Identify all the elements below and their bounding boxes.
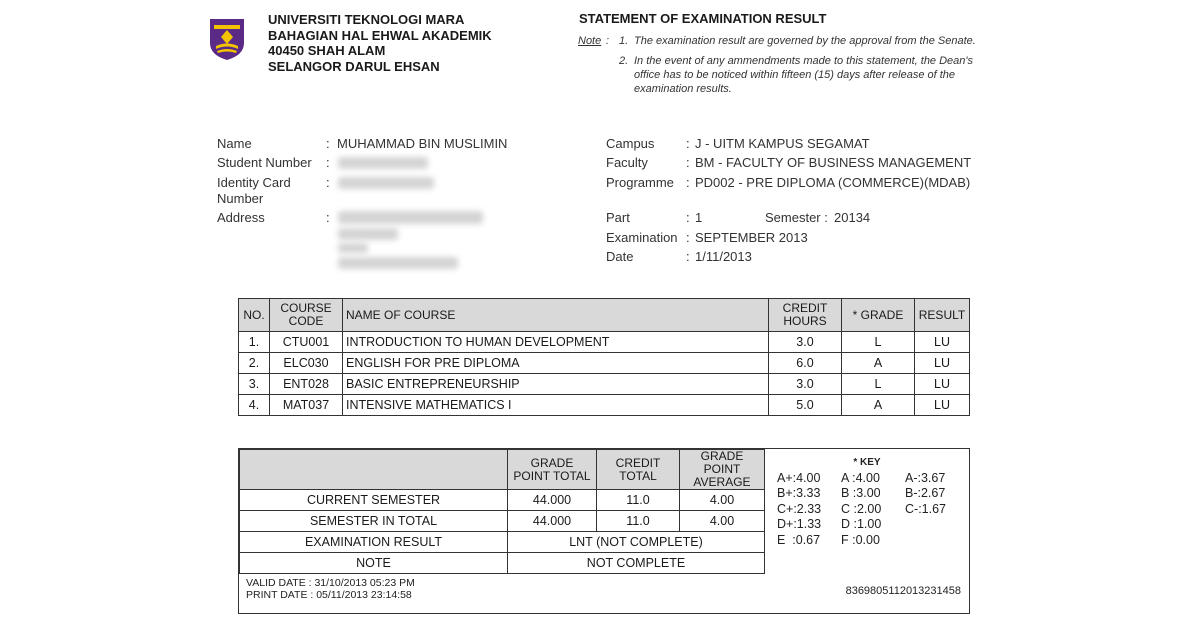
note-number: 2. — [619, 55, 629, 67]
print-date: PRINT DATE : 05/11/2013 23:14:58 — [246, 589, 412, 601]
credit-hours: 5.0 — [769, 395, 842, 416]
grade: A — [842, 353, 915, 374]
result: LU — [915, 353, 970, 374]
grade-key — [777, 455, 957, 548]
course-no: 2. — [239, 353, 270, 374]
table-row — [239, 395, 970, 416]
key-entry: D+:1.33 — [777, 517, 822, 531]
name-value: MUHAMMAD BIN MUSLIMIN — [337, 136, 508, 151]
institution-line: UNIVERSITI TEKNOLOGI MARA — [268, 12, 465, 27]
row-label: SEMESTER IN TOTAL — [240, 511, 508, 532]
course-header-row — [239, 299, 970, 332]
course-name: INTENSIVE MATHEMATICS I — [343, 395, 769, 416]
course-code: CTU001 — [270, 332, 343, 353]
key-entry: D :1.00 — [841, 517, 882, 531]
course-no: 3. — [239, 374, 270, 395]
result: LU — [915, 374, 970, 395]
key-title: * KEY — [853, 457, 881, 468]
key-entry: E :0.67 — [777, 532, 821, 547]
colon: : — [326, 210, 330, 225]
result: LU — [915, 395, 970, 416]
grade-point-average: 4.00 — [680, 490, 765, 511]
grade: L — [842, 374, 915, 395]
programme-label: Programme — [606, 175, 674, 190]
key-entry: C-:1.67 — [905, 501, 946, 516]
course-no: 1. — [239, 332, 270, 353]
part-label: Part — [606, 210, 630, 225]
key-row — [777, 471, 957, 487]
grade-point-total: 44.000 — [508, 511, 597, 532]
colon: : — [326, 136, 330, 151]
colon: : — [686, 210, 690, 225]
key-entry: A :4.00 — [841, 470, 880, 485]
table-row — [240, 511, 765, 532]
course-code: ELC030 — [270, 353, 343, 374]
serial-number: 8369805112013231458 — [845, 585, 961, 597]
course-no: 4. — [239, 395, 270, 416]
course-table — [238, 298, 970, 416]
col-header: * GRADE — [842, 299, 915, 332]
part-value: 1 — [695, 210, 703, 225]
colon: : — [686, 230, 690, 245]
col-header: GRADE POINT TOTAL — [508, 450, 597, 490]
summary-table — [239, 449, 765, 574]
grade-point-total: 44.000 — [508, 490, 597, 511]
student-info — [0, 0, 1200, 300]
table-row — [239, 332, 970, 353]
col-header: CREDIT TOTAL — [597, 450, 680, 490]
colon: : — [686, 175, 690, 190]
redacted-address — [338, 228, 398, 240]
redacted-address — [338, 257, 458, 269]
campus-label: Campus — [606, 136, 655, 151]
table-row — [240, 553, 765, 574]
name-label: Name — [217, 136, 252, 151]
key-entry: A-:3.67 — [905, 470, 946, 485]
date-footer — [246, 577, 415, 601]
redacted-ic — [338, 177, 434, 189]
credit-hours: 6.0 — [769, 353, 842, 374]
credit-total: 11.0 — [597, 511, 680, 532]
col-header: NAME OF COURSE — [343, 299, 769, 332]
exam-result-value: LNT (NOT COMPLETE) — [508, 532, 765, 553]
faculty-value: BM - FACULTY OF BUSINESS MANAGEMENT — [695, 155, 972, 170]
date-label: Date — [606, 249, 634, 264]
key-row — [777, 486, 957, 502]
campus-value: J - UITM KAMPUS SEGAMAT — [695, 136, 870, 151]
grade-point-average: 4.00 — [680, 511, 765, 532]
semester-value: 20134 — [834, 210, 871, 225]
faculty-label: Faculty — [606, 155, 648, 170]
key-entry: B :3.00 — [841, 486, 881, 500]
key-row — [777, 502, 957, 518]
colon: : — [686, 249, 690, 264]
key-row — [777, 517, 957, 533]
note-number: 1. — [619, 35, 629, 47]
col-header: RESULT — [915, 299, 970, 332]
colon: : — [686, 136, 690, 151]
result: LU — [915, 332, 970, 353]
colon: : — [326, 155, 330, 170]
grade: L — [842, 332, 915, 353]
key-entry: C :2.00 — [841, 501, 882, 516]
colon: : — [326, 175, 330, 190]
colon: : — [686, 155, 690, 170]
key-entry: B-:2.67 — [905, 486, 946, 500]
examination-label: Examination — [606, 230, 678, 245]
credit-hours: 3.0 — [769, 374, 842, 395]
semester-label: Semester : — [765, 210, 828, 225]
student-number-label: Student Number — [217, 155, 312, 170]
note-value: NOT COMPLETE — [508, 553, 765, 574]
redacted-student-number — [338, 157, 428, 169]
examination-value: SEPTEMBER 2013 — [695, 230, 808, 245]
key-row — [777, 533, 957, 549]
statement-title: STATEMENT OF EXAMINATION RESULT — [579, 11, 827, 26]
key-entry: A+:4.00 — [777, 470, 821, 485]
col-header: GRADE POINT AVERAGE — [680, 450, 765, 490]
table-row — [239, 374, 970, 395]
key-entry: B+:3.33 — [777, 486, 821, 500]
summary-header-row — [240, 450, 765, 490]
institution-line: 40450 SHAH ALAM — [268, 43, 386, 58]
redacted-address — [338, 211, 483, 224]
key-entry: F :0.00 — [841, 532, 880, 547]
table-row — [240, 490, 765, 511]
col-header: NO. — [239, 299, 270, 332]
col-header: COURSE CODE — [270, 299, 343, 332]
row-label: NOTE — [240, 553, 508, 574]
course-name: INTRODUCTION TO HUMAN DEVELOPMENT — [343, 332, 769, 353]
row-label: EXAMINATION RESULT — [240, 532, 508, 553]
address-label: Address — [217, 210, 265, 225]
credit-hours: 3.0 — [769, 332, 842, 353]
course-name: BASIC ENTREPRENEURSHIP — [343, 374, 769, 395]
note-label: Note — [578, 35, 602, 47]
programme-value: PD002 - PRE DIPLOMA (COMMERCE)(MDAB) — [695, 175, 971, 190]
table-row — [239, 353, 970, 374]
course-code: MAT037 — [270, 395, 343, 416]
note-colon: : — [606, 35, 610, 47]
redacted-address — [338, 243, 368, 253]
valid-date: VALID DATE : 31/10/2013 05:23 PM — [246, 577, 415, 589]
note-text: The examination result are governed by the approval from the Senate. — [634, 35, 976, 47]
institution-line: SELANGOR DARUL EHSAN — [268, 58, 440, 74]
credit-total: 11.0 — [597, 490, 680, 511]
col-header: CREDIT HOURS — [769, 299, 842, 332]
date-value: 1/11/2013 — [695, 249, 752, 264]
ic-label: Identity Card Number — [217, 175, 291, 206]
note-text: In the event of any ammendments made to this statement, the Dean's office has to be noticed within fifteen (15) days after release of the examination results. — [634, 55, 974, 95]
summary-blank-header — [240, 450, 508, 490]
institution-line: BAHAGIAN HAL EHWAL AKADEMIK — [268, 27, 492, 43]
row-label: CURRENT SEMESTER — [240, 490, 508, 511]
course-code: ENT028 — [270, 374, 343, 395]
grade: A — [842, 395, 915, 416]
summary-box — [238, 448, 970, 614]
course-name: ENGLISH FOR PRE DIPLOMA — [343, 353, 769, 374]
key-entry: C+:2.33 — [777, 501, 822, 516]
table-row — [240, 532, 765, 553]
